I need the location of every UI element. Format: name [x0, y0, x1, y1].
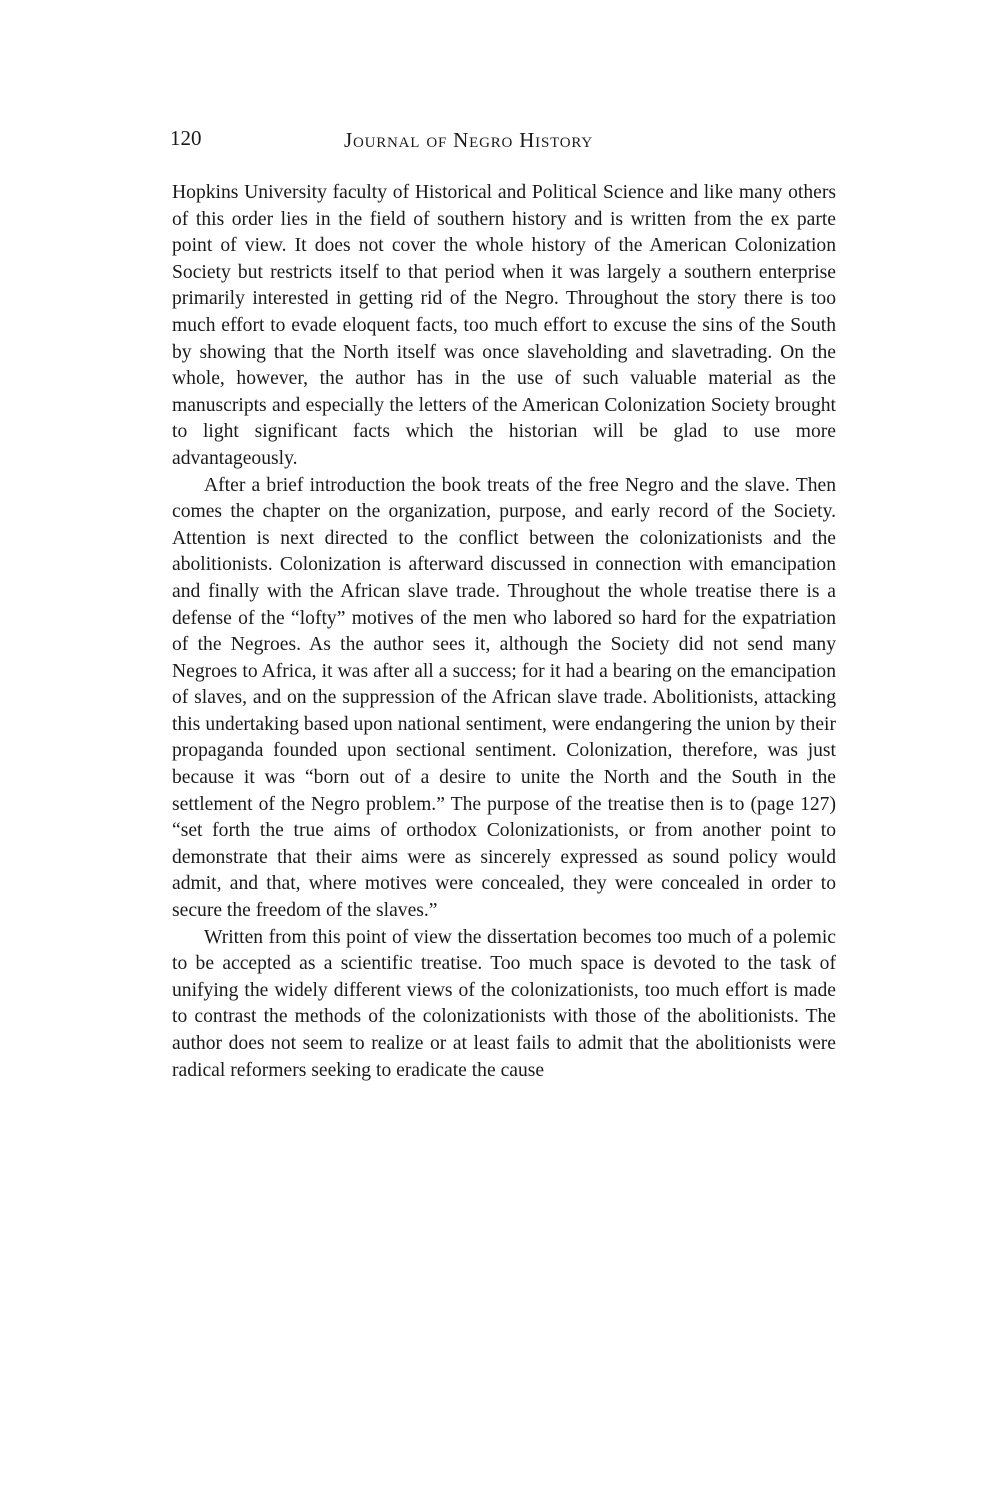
paragraph-1: Hopkins University faculty of Historical and Political Science and like many others of this order lies in the field of southern history and is written from the ex parte point of view. It does not cover the whole history of the American Colonization Society but restricts itself to that period when it was largely a southern enterprise primarily interested in getting rid of the Negro. Throughout the story there is too much effort to evade eloquent facts, too much effort to excuse the sins of the South by showing that the North itself was once slaveholding and slavetrading. On the whole, however, the author has in the use of such valuable material as the manuscripts and especially the letters of the American Colonization Society brought to light significant facts which the historian will be glad to use more advantageously.	[172, 182, 836, 469]
page-number: 120	[170, 126, 202, 150]
running-head: Journal of Negro History	[344, 128, 594, 152]
body-text	[172, 180, 836, 1084]
paragraph-2: After a brief introduction the book treats of the free Negro and the slave. Then comes the chapter on the organization, purpose, and early record of the Society. Attention is next directed to the conflict between the colonizationists and the abolitionists. Colonization is afterward discussed in connection with emancipation and finally with the African slave trade. Throughout the whole treatise there is a defense of the “lofty” motives of the men who labored so hard for the expatriation of the Negroes. As the author sees it, although the Society did not send many Negroes to Africa, it was after all a success; for it had a bearing on the emancipation of slaves, and on the suppression of the African slave trade. Abolitionists, attacking this undertaking based upon national sentiment, were endangering the union by their propaganda founded upon sectional sentiment. Colonization, therefore, was just because it was “born out of a desire to unite the North and the South in the settlement of the Negro problem.” The purpose of the treatise then is to (page 127) “set forth the true aims of orthodox Colonizationists, or from another point to demonstrate that their aims were as sincerely expressed as sound policy would admit, and that, where motives were concealed, they were concealed in order to secure the freedom of the slaves.”	[172, 474, 836, 922]
paragraph-3: Written from this point of view the dissertation becomes too much of a polemic to be accepted as a scientific treatise. Too much space is devoted to the task of unifying the widely different views of the colonizationists, too much effort is made to contrast the methods of the colonizationists with those of the abolitionists. The author does not seem to realize or at least fails to admit that the abolitionists were radical reformers seeking to eradicate the cause	[172, 926, 836, 1081]
